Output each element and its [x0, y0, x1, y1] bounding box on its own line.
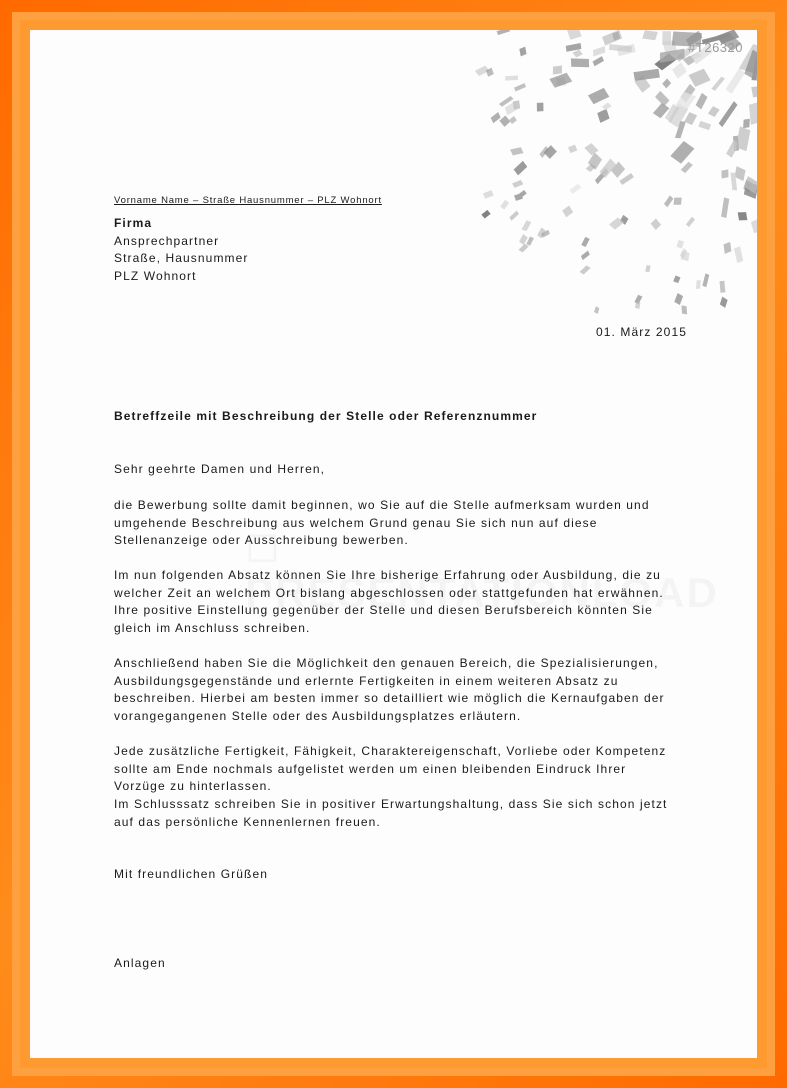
decor-shard [500, 200, 509, 210]
decor-shard [597, 109, 609, 123]
decor-shard [584, 143, 598, 155]
decor-shard [721, 197, 729, 218]
subject-line: Betreffzeile mit Beschreibung der Stelle oder Referenznummer [114, 409, 538, 423]
decor-shard [681, 162, 693, 173]
decor-shard [568, 144, 577, 153]
decor-shard [708, 106, 720, 117]
decor-shard [702, 273, 709, 287]
decor-shard [593, 56, 604, 66]
recipient-city: PLZ Wohnort [114, 268, 197, 283]
recipient-address [114, 215, 249, 285]
decor-shard [674, 293, 683, 305]
recipient-contact: Ansprechpartner [114, 233, 220, 248]
decor-shard [593, 46, 605, 56]
decor-shard [514, 161, 528, 176]
decor-shard [510, 147, 523, 155]
decor-shard [633, 69, 659, 81]
decor-shard [689, 69, 711, 87]
decor-shard [743, 119, 750, 128]
decor-shard [662, 78, 671, 88]
decor-shard [481, 210, 490, 219]
template-code: #T26320 [688, 40, 743, 55]
decor-shard [711, 77, 725, 91]
decor-shard [519, 244, 529, 253]
decor-shard [672, 62, 687, 78]
decor-shard [635, 302, 640, 309]
salutation: Sehr geehrte Damen und Herren, [114, 462, 326, 476]
decor-shard [726, 68, 745, 94]
decor-shard [505, 76, 518, 81]
decor-shard [509, 116, 516, 124]
decor-shard [513, 100, 520, 110]
decor-shard [736, 126, 751, 151]
decor-shard [655, 91, 669, 106]
decor-shard [686, 217, 695, 227]
body-paragraph-2: Im nun folgenden Absatz können Sie Ihre bisherige Erfahrung oder Ausbildung, die zu welcher Zeit an welchem Ort bislang abgeschlossen oder stattgefunden hat erwähnen. Ihre positive Einstellung gegenüber der Stelle und diesen Berufsbereich könnten Sie gleich im Anschluss schreiben. [114, 568, 664, 635]
decor-shard [553, 66, 562, 75]
decor-shard [651, 219, 661, 230]
decor-shard [696, 93, 708, 110]
decor-shard [483, 190, 494, 199]
recipient-company: Firma [114, 216, 153, 230]
decor-shard [670, 141, 694, 164]
decor-shard [662, 31, 671, 45]
decor-shard [491, 112, 501, 123]
body-paragraph-1: die Bewerbung sollte damit beginnen, wo Sie auf die Stelle aufmerksam wurden und umgehende Beschreibung aus welchem Grund genau Sie sich nun auf diese Stellenanzeige oder Ausschreibung bewerben. [114, 498, 650, 547]
decor-shard [681, 305, 687, 314]
decor-shard [721, 169, 728, 178]
decor-shard [642, 30, 658, 40]
body-paragraph-3: Anschließend haben Sie die Möglichkeit den genauen Bereich, die Spezialisierungen, Ausbildungsgegenstände und erlernte Fertigkeiten in einem weiteren Absatz zu beschreiben. Hierbei am besten immer so detailliert wie möglich die Kernaufgaben der vorangegangenen Stelle oder des Ausbildungsplatzes erläutern. [114, 656, 665, 723]
decor-shard [580, 265, 591, 274]
decor-shard [696, 280, 701, 289]
decor-shard [509, 211, 519, 221]
decor-shard [581, 237, 590, 247]
decor-shard [673, 276, 680, 284]
decor-shard [645, 265, 650, 272]
body-paragraph-4: Jede zusätzliche Fertigkeit, Fähigkeit, Charaktereigenschaft, Vorliebe oder Kompetenz sollte am Ende nochmals aufgelistet werden um einen bleibenden Eindruck Ihrer Vorzüge zu hinterlassen. [114, 744, 667, 793]
decor-shard [676, 240, 684, 249]
closing-line: Mit freundlichen Grüßen [114, 867, 269, 881]
decor-shard [581, 251, 590, 261]
decor-shard [512, 180, 523, 188]
decor-shard [519, 234, 528, 245]
decor-shard [698, 121, 711, 130]
decor-shard [673, 198, 681, 205]
letter-page [30, 30, 757, 1058]
decor-shard [751, 86, 757, 97]
decor-shard [514, 83, 526, 91]
decor-shard [537, 103, 544, 112]
decor-shard [496, 30, 510, 35]
decor-shard [720, 281, 726, 293]
decor-shard [588, 88, 609, 104]
decor-shard [684, 112, 697, 125]
body-paragraph-5: Im Schlusssatz schreiben Sie in positiver Erwartungshaltung, dass Sie sich schon jetzt auf das persönliche Kennenlernen freuen. [114, 797, 668, 829]
decor-shard [549, 73, 572, 88]
decor-shard [724, 242, 732, 254]
recipient-street: Straße, Hausnummer [114, 251, 249, 265]
decor-shard [499, 115, 510, 126]
decor-shard [734, 246, 743, 263]
decor-shard [567, 30, 582, 40]
decor-shard [522, 220, 532, 231]
decor-shard [572, 50, 582, 58]
decor-shard [571, 58, 589, 67]
sender-line: Vorname Name – Straße Hausnummer – PLZ Wohnort [114, 195, 382, 206]
decor-shard [619, 173, 633, 185]
decor-shard [719, 101, 738, 127]
decorative-shards-graphic [467, 30, 757, 320]
enclosure-label: Anlagen [114, 956, 166, 970]
decor-shard [562, 206, 573, 218]
decor-shard [602, 102, 612, 110]
letter-date: 01. März 2015 [595, 325, 687, 339]
decor-shard [664, 195, 673, 207]
decor-shard [734, 166, 745, 181]
decor-shard [751, 219, 757, 233]
decor-shard [720, 297, 728, 308]
decor-shard [569, 184, 581, 194]
decor-shard [749, 101, 757, 124]
decor-shard [738, 212, 748, 220]
decor-shard [594, 306, 599, 314]
decor-shard [519, 47, 526, 57]
